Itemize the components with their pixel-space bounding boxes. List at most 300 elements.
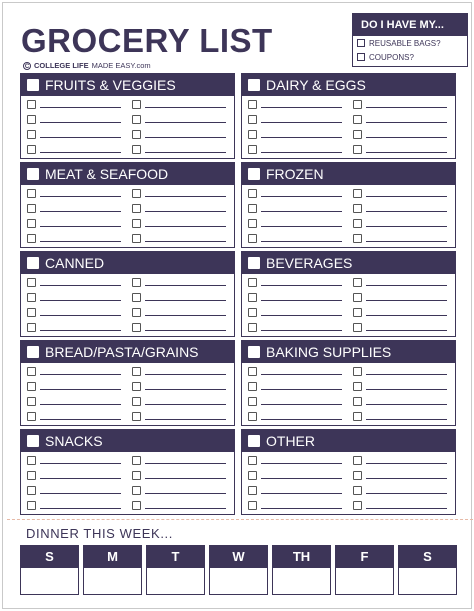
item-checkbox[interactable] (132, 204, 141, 213)
list-item[interactable] (27, 99, 121, 109)
item-checkbox[interactable] (353, 234, 362, 243)
item-checkbox[interactable] (27, 486, 36, 495)
item-write-line[interactable] (261, 300, 342, 301)
dinner-day-box[interactable] (83, 545, 142, 595)
section-header (21, 163, 234, 185)
item-write-line[interactable] (261, 404, 342, 405)
item-write-line[interactable] (145, 463, 226, 464)
list-item[interactable] (353, 99, 447, 109)
list-item[interactable] (353, 366, 447, 376)
section-header (242, 430, 455, 452)
item-checkbox[interactable] (132, 130, 141, 139)
list-item[interactable] (353, 500, 447, 510)
item-checkbox[interactable] (248, 100, 257, 109)
item-write-line[interactable] (366, 508, 447, 509)
item-checkbox[interactable] (248, 234, 257, 243)
dinner-day-box[interactable] (146, 545, 205, 595)
item-checkbox[interactable] (132, 219, 141, 228)
list-item[interactable] (353, 144, 447, 154)
item-write-line[interactable] (145, 196, 226, 197)
item-write-line[interactable] (261, 419, 342, 420)
list-item[interactable] (353, 233, 447, 243)
item-write-line[interactable] (366, 241, 447, 242)
list-item[interactable] (248, 500, 342, 510)
item-write-line[interactable] (145, 211, 226, 212)
list-item[interactable] (132, 381, 226, 391)
item-checkbox[interactable] (27, 234, 36, 243)
item-write-line[interactable] (366, 300, 447, 301)
item-checkbox[interactable] (353, 323, 362, 332)
section-header-checkbox[interactable] (27, 257, 39, 269)
list-item[interactable] (27, 218, 121, 228)
list-item[interactable] (353, 381, 447, 391)
item-write-line[interactable] (145, 478, 226, 479)
list-item[interactable] (353, 470, 447, 480)
item-write-line[interactable] (366, 463, 447, 464)
item-checkbox[interactable] (248, 367, 257, 376)
list-item[interactable] (132, 322, 226, 332)
item-checkbox[interactable] (353, 367, 362, 376)
section-item-lines (21, 274, 234, 336)
item-checkbox[interactable] (27, 501, 36, 510)
item-write-line[interactable] (366, 285, 447, 286)
item-write-line[interactable] (261, 285, 342, 286)
section-title: CANNED (45, 255, 105, 271)
reusable-bags-item[interactable] (353, 36, 467, 50)
item-write-line[interactable] (366, 211, 447, 212)
item-checkbox[interactable] (353, 382, 362, 391)
section-2 (241, 73, 456, 159)
item-checkbox[interactable] (248, 308, 257, 317)
section-header (21, 74, 234, 96)
item-checkbox[interactable] (353, 456, 362, 465)
list-item[interactable] (353, 188, 447, 198)
item-checkbox[interactable] (27, 145, 36, 154)
item-checkbox[interactable] (132, 145, 141, 154)
coupons-checkbox[interactable] (357, 53, 365, 61)
item-checkbox[interactable] (132, 471, 141, 480)
dinner-day-label: T (147, 546, 204, 568)
section-item-lines (21, 363, 234, 425)
section-item-lines (21, 185, 234, 247)
list-item[interactable] (132, 188, 226, 198)
list-item[interactable] (248, 114, 342, 124)
item-write-line[interactable] (40, 374, 121, 375)
list-item[interactable] (248, 233, 342, 243)
item-write-line[interactable] (261, 478, 342, 479)
list-item[interactable] (132, 144, 226, 154)
item-write-line[interactable] (366, 389, 447, 390)
list-item[interactable] (27, 366, 121, 376)
list-item[interactable] (353, 396, 447, 406)
item-checkbox[interactable] (353, 412, 362, 421)
list-item[interactable] (353, 277, 447, 287)
item-write-line[interactable] (40, 122, 121, 123)
item-checkbox[interactable] (132, 115, 141, 124)
list-item[interactable] (248, 203, 342, 213)
item-write-line[interactable] (261, 226, 342, 227)
item-checkbox[interactable] (353, 100, 362, 109)
item-write-line[interactable] (366, 493, 447, 494)
item-checkbox[interactable] (248, 323, 257, 332)
list-item[interactable] (248, 292, 342, 302)
section-item-lines (242, 452, 455, 514)
section-10 (241, 429, 456, 515)
item-write-line[interactable] (145, 122, 226, 123)
item-checkbox[interactable] (27, 189, 36, 198)
section-9 (20, 429, 235, 515)
list-item[interactable] (353, 307, 447, 317)
list-item[interactable] (27, 233, 121, 243)
list-item[interactable] (248, 307, 342, 317)
list-item[interactable] (353, 411, 447, 421)
list-item[interactable] (27, 307, 121, 317)
section-header-checkbox[interactable] (248, 79, 260, 91)
item-checkbox[interactable] (248, 278, 257, 287)
item-write-line[interactable] (366, 122, 447, 123)
list-item[interactable] (353, 203, 447, 213)
section-item-lines (242, 96, 455, 158)
item-checkbox[interactable] (27, 382, 36, 391)
section-header-checkbox[interactable] (27, 346, 39, 358)
item-checkbox[interactable] (248, 115, 257, 124)
item-checkbox[interactable] (27, 367, 36, 376)
list-item[interactable] (27, 114, 121, 124)
item-write-line[interactable] (261, 107, 342, 108)
list-item[interactable] (132, 366, 226, 376)
list-item[interactable] (27, 396, 121, 406)
item-write-line[interactable] (366, 196, 447, 197)
list-item[interactable] (132, 500, 226, 510)
item-checkbox[interactable] (248, 397, 257, 406)
list-item[interactable] (353, 218, 447, 228)
item-write-line[interactable] (145, 285, 226, 286)
item-checkbox[interactable] (27, 219, 36, 228)
list-item[interactable] (132, 411, 226, 421)
item-checkbox[interactable] (132, 382, 141, 391)
item-checkbox[interactable] (132, 100, 141, 109)
item-write-line[interactable] (145, 508, 226, 509)
list-item[interactable] (248, 411, 342, 421)
item-write-line[interactable] (261, 211, 342, 212)
section-title: BAKING SUPPLIES (266, 344, 392, 360)
dinner-day-box[interactable] (335, 545, 394, 595)
item-write-line[interactable] (261, 389, 342, 390)
item-write-line[interactable] (40, 285, 121, 286)
section-item-lines (242, 274, 455, 336)
item-write-line[interactable] (145, 137, 226, 138)
list-item[interactable] (132, 218, 226, 228)
list-item[interactable] (132, 233, 226, 243)
dinner-day-box[interactable] (209, 545, 268, 595)
item-checkbox[interactable] (132, 293, 141, 302)
section-title: BEVERAGES (266, 255, 353, 271)
item-checkbox[interactable] (248, 130, 257, 139)
item-write-line[interactable] (261, 122, 342, 123)
item-write-line[interactable] (261, 330, 342, 331)
list-item[interactable] (27, 144, 121, 154)
list-item[interactable] (248, 396, 342, 406)
item-write-line[interactable] (366, 226, 447, 227)
list-item[interactable] (27, 277, 121, 287)
item-checkbox[interactable] (248, 501, 257, 510)
section-title: FROZEN (266, 166, 324, 182)
list-item[interactable] (353, 322, 447, 332)
item-write-line[interactable] (40, 300, 121, 301)
item-write-line[interactable] (40, 419, 121, 420)
item-write-line[interactable] (40, 330, 121, 331)
item-checkbox[interactable] (27, 115, 36, 124)
item-write-line[interactable] (261, 196, 342, 197)
item-checkbox[interactable] (132, 308, 141, 317)
item-checkbox[interactable] (248, 293, 257, 302)
list-item[interactable] (132, 396, 226, 406)
dinner-day-box[interactable] (272, 545, 331, 595)
item-checkbox[interactable] (132, 323, 141, 332)
item-checkbox[interactable] (353, 130, 362, 139)
item-write-line[interactable] (40, 196, 121, 197)
section-title: MEAT & SEAFOOD (45, 166, 169, 182)
list-item[interactable] (27, 455, 121, 465)
item-write-line[interactable] (145, 404, 226, 405)
list-item[interactable] (248, 470, 342, 480)
list-item[interactable] (27, 203, 121, 213)
list-item[interactable] (132, 114, 226, 124)
list-item[interactable] (132, 470, 226, 480)
list-item[interactable] (248, 322, 342, 332)
list-item[interactable] (353, 292, 447, 302)
section-8 (241, 340, 456, 426)
list-item[interactable] (248, 218, 342, 228)
item-write-line[interactable] (145, 241, 226, 242)
item-checkbox[interactable] (132, 367, 141, 376)
list-item[interactable] (132, 129, 226, 139)
item-write-line[interactable] (366, 315, 447, 316)
list-item[interactable] (132, 485, 226, 495)
item-write-line[interactable] (261, 463, 342, 464)
item-write-line[interactable] (261, 137, 342, 138)
item-checkbox[interactable] (132, 456, 141, 465)
dinner-day-box[interactable] (20, 545, 79, 595)
item-write-line[interactable] (366, 404, 447, 405)
item-write-line[interactable] (40, 152, 121, 153)
list-item[interactable] (27, 411, 121, 421)
list-item[interactable] (132, 307, 226, 317)
item-checkbox[interactable] (27, 456, 36, 465)
item-checkbox[interactable] (27, 293, 36, 302)
section-1 (20, 73, 235, 159)
item-write-line[interactable] (145, 226, 226, 227)
list-item[interactable] (248, 485, 342, 495)
section-header-checkbox[interactable] (27, 435, 39, 447)
item-checkbox[interactable] (353, 219, 362, 228)
item-checkbox[interactable] (132, 234, 141, 243)
item-checkbox[interactable] (248, 471, 257, 480)
grocery-list-page (2, 2, 472, 609)
item-checkbox[interactable] (353, 308, 362, 317)
item-write-line[interactable] (261, 315, 342, 316)
section-header-checkbox[interactable] (248, 257, 260, 269)
item-write-line[interactable] (40, 211, 121, 212)
item-checkbox[interactable] (27, 308, 36, 317)
item-write-line[interactable] (40, 315, 121, 316)
item-write-line[interactable] (145, 315, 226, 316)
list-item[interactable] (27, 188, 121, 198)
section-header-checkbox[interactable] (248, 435, 260, 447)
item-write-line[interactable] (261, 152, 342, 153)
list-item[interactable] (27, 292, 121, 302)
dashed-divider (7, 519, 473, 520)
section-header-checkbox[interactable] (27, 79, 39, 91)
item-write-line[interactable] (366, 330, 447, 331)
item-checkbox[interactable] (353, 293, 362, 302)
section-4 (241, 162, 456, 248)
section-3 (20, 162, 235, 248)
item-write-line[interactable] (145, 107, 226, 108)
list-item[interactable] (353, 129, 447, 139)
reusable-bags-label: REUSABLE BAGS? (369, 38, 441, 48)
section-6 (241, 251, 456, 337)
item-write-line[interactable] (40, 404, 121, 405)
item-write-line[interactable] (145, 493, 226, 494)
item-checkbox[interactable] (353, 501, 362, 510)
item-checkbox[interactable] (353, 278, 362, 287)
list-item[interactable] (27, 470, 121, 480)
list-item[interactable] (27, 381, 121, 391)
list-item[interactable] (353, 455, 447, 465)
item-checkbox[interactable] (132, 189, 141, 198)
coupons-item[interactable] (353, 50, 467, 64)
item-write-line[interactable] (145, 389, 226, 390)
section-title: BREAD/PASTA/GRAINS (45, 344, 199, 360)
brand-name: COLLEGE LIFE (34, 61, 89, 70)
list-item[interactable] (248, 277, 342, 287)
item-write-line[interactable] (366, 374, 447, 375)
item-checkbox[interactable] (27, 278, 36, 287)
item-write-line[interactable] (145, 152, 226, 153)
list-item[interactable] (353, 114, 447, 124)
item-write-line[interactable] (261, 508, 342, 509)
list-item[interactable] (248, 129, 342, 139)
section-header-checkbox[interactable] (27, 168, 39, 180)
item-checkbox[interactable] (353, 145, 362, 154)
item-checkbox[interactable] (248, 382, 257, 391)
item-checkbox[interactable] (132, 501, 141, 510)
item-write-line[interactable] (366, 478, 447, 479)
item-write-line[interactable] (145, 330, 226, 331)
page-title: GROCERY LIST (21, 22, 273, 59)
item-checkbox[interactable] (27, 100, 36, 109)
list-item[interactable] (248, 366, 342, 376)
item-write-line[interactable] (145, 419, 226, 420)
item-checkbox[interactable] (353, 471, 362, 480)
item-checkbox[interactable] (132, 397, 141, 406)
section-item-lines (21, 96, 234, 158)
item-write-line[interactable] (40, 107, 121, 108)
item-write-line[interactable] (40, 241, 121, 242)
item-write-line[interactable] (40, 463, 121, 464)
list-item[interactable] (353, 485, 447, 495)
item-write-line[interactable] (366, 419, 447, 420)
dinner-day-box[interactable] (398, 545, 457, 595)
coupons-label: COUPONS? (369, 52, 414, 62)
item-checkbox[interactable] (132, 278, 141, 287)
list-item[interactable] (132, 277, 226, 287)
item-checkbox[interactable] (353, 397, 362, 406)
dinner-day-label: M (84, 546, 141, 568)
item-checkbox[interactable] (248, 486, 257, 495)
section-header-checkbox[interactable] (248, 168, 260, 180)
list-item[interactable] (27, 485, 121, 495)
item-write-line[interactable] (40, 137, 121, 138)
item-write-line[interactable] (366, 107, 447, 108)
item-write-line[interactable] (40, 389, 121, 390)
item-write-line[interactable] (40, 478, 121, 479)
brand-logo (23, 61, 151, 70)
reusable-bags-checkbox[interactable] (357, 39, 365, 47)
list-item[interactable] (248, 144, 342, 154)
list-item[interactable] (132, 203, 226, 213)
item-checkbox[interactable] (353, 189, 362, 198)
list-item[interactable] (132, 99, 226, 109)
item-checkbox[interactable] (27, 323, 36, 332)
item-write-line[interactable] (261, 374, 342, 375)
item-checkbox[interactable] (248, 204, 257, 213)
list-item[interactable] (248, 99, 342, 109)
item-checkbox[interactable] (353, 204, 362, 213)
item-checkbox[interactable] (27, 397, 36, 406)
list-item[interactable] (27, 322, 121, 332)
item-write-line[interactable] (261, 241, 342, 242)
item-write-line[interactable] (40, 226, 121, 227)
item-write-line[interactable] (40, 508, 121, 509)
item-checkbox[interactable] (27, 471, 36, 480)
item-checkbox[interactable] (248, 412, 257, 421)
item-write-line[interactable] (145, 300, 226, 301)
item-write-line[interactable] (261, 493, 342, 494)
item-write-line[interactable] (40, 493, 121, 494)
list-item[interactable] (248, 188, 342, 198)
section-header (242, 163, 455, 185)
item-checkbox[interactable] (248, 145, 257, 154)
item-write-line[interactable] (366, 152, 447, 153)
item-checkbox[interactable] (248, 456, 257, 465)
item-checkbox[interactable] (27, 412, 36, 421)
dinner-this-week-title: DINNER THIS WEEK... (26, 526, 173, 541)
list-item[interactable] (27, 500, 121, 510)
section-title: OTHER (266, 433, 315, 449)
list-item[interactable] (27, 129, 121, 139)
item-checkbox[interactable] (132, 412, 141, 421)
section-header-checkbox[interactable] (248, 346, 260, 358)
item-checkbox[interactable] (132, 486, 141, 495)
item-checkbox[interactable] (27, 204, 36, 213)
item-checkbox[interactable] (353, 486, 362, 495)
list-item[interactable] (248, 381, 342, 391)
list-item[interactable] (132, 455, 226, 465)
list-item[interactable] (132, 292, 226, 302)
item-checkbox[interactable] (353, 115, 362, 124)
section-item-lines (242, 363, 455, 425)
item-write-line[interactable] (145, 374, 226, 375)
section-header (21, 252, 234, 274)
item-checkbox[interactable] (248, 219, 257, 228)
item-checkbox[interactable] (248, 189, 257, 198)
list-item[interactable] (248, 455, 342, 465)
item-checkbox[interactable] (27, 130, 36, 139)
section-header (21, 430, 234, 452)
item-write-line[interactable] (366, 137, 447, 138)
